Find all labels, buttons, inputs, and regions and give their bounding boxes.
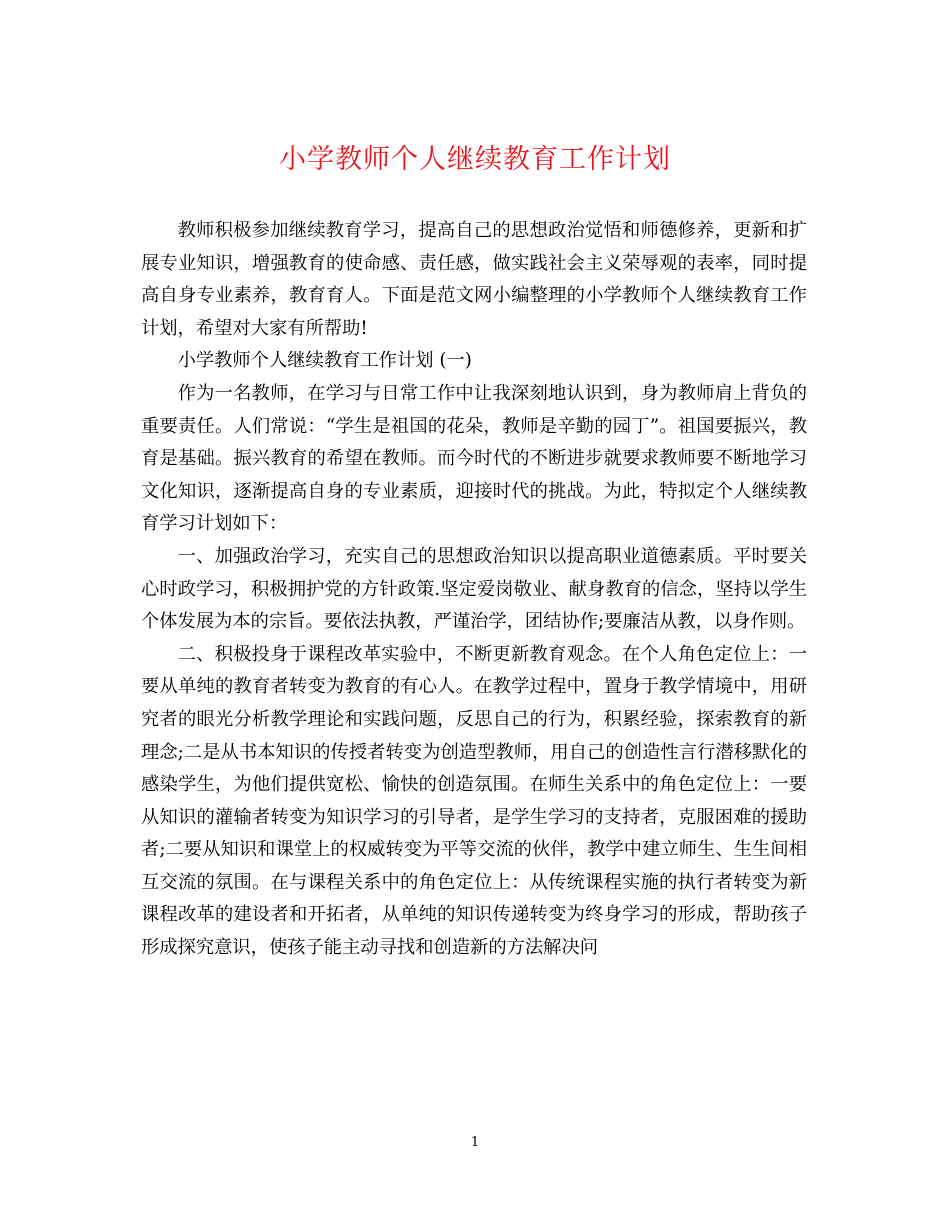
paragraph-intro: 教师积极参加继续教育学习，提高自己的思想政治觉悟和师德修养，更新和扩展专业知识，增强教育的使命感、责任感，做实践社会主义荣辱观的表率，同时提高自身专业素养，教育育人。下面是范文网小编整理的小学教师个人继续教育工作计划，希望对大家有所帮助! <box>141 220 807 339</box>
paragraph-political-study: 一、加强政治学习，充实自己的思想政治知识以提高职业道德素质。平时要关心时政学习，积极拥护党的方针政策.坚定爱岗敬业、献身教育的信念，坚持以学生个体发展为本的宗旨。要依法执教，严谨治学，团结协作;要廉洁从教，以身作则。 <box>141 545 807 633</box>
paragraph-teacher-responsibility: 作为一名教师，在学习与日常工作中让我深刻地认识到，身为教师肩上背负的重要责任。人们常说：“学生是祖国的花朵，教师是辛勤的园丁”。祖国要振兴，教育是基础。振兴教育的希望在教师。而今时代的不断进步就要求教师要不断地学习文化知识，逐渐提高自身的专业素质，迎接时代的挑战。为此，特拟定个人继续教育学习计划如下： <box>141 382 807 535</box>
document-title: 小学教师个人继续教育工作计划 <box>279 144 671 175</box>
page-number: 1 <box>470 1135 480 1150</box>
document-body <box>141 215 807 965</box>
paragraph-section-heading: 小学教师个人继续教育工作计划 (一) <box>177 350 472 372</box>
paragraph-curriculum-reform: 二、积极投身于课程改革实验中，不断更新教育观念。在个人角色定位上：一要从单纯的教育者转变为教育的有心人。在教学过程中，置身于教学情境中，用研究者的眼光分析教学理论和实践问题，反思自己的行为，积累经验，探索教育的新理念;二是从书本知识的传授者转变为创造型教师，用自己的创造性言行潜移默化的感染学生，为他们提供宽松、愉快的创造氛围。在师生关系中的角色定位上：一要从知识的灌输者转变为知识学习的引导者，是学生学习的支持者，克服困难的援助者;二要从知识和课堂上的权威转变为平等交流的伙伴，教学中建立师生、生生间相互交流的氛围。在与课程关系中的角色定位上：从传统课程实施的执行者转变为新课程改革的建设者和开拓者，从单纯的知识传递转变为终身学习的形成，帮助孩子形成探究意识，使孩子能主动寻找和创造新的方法解决问 <box>141 643 807 959</box>
